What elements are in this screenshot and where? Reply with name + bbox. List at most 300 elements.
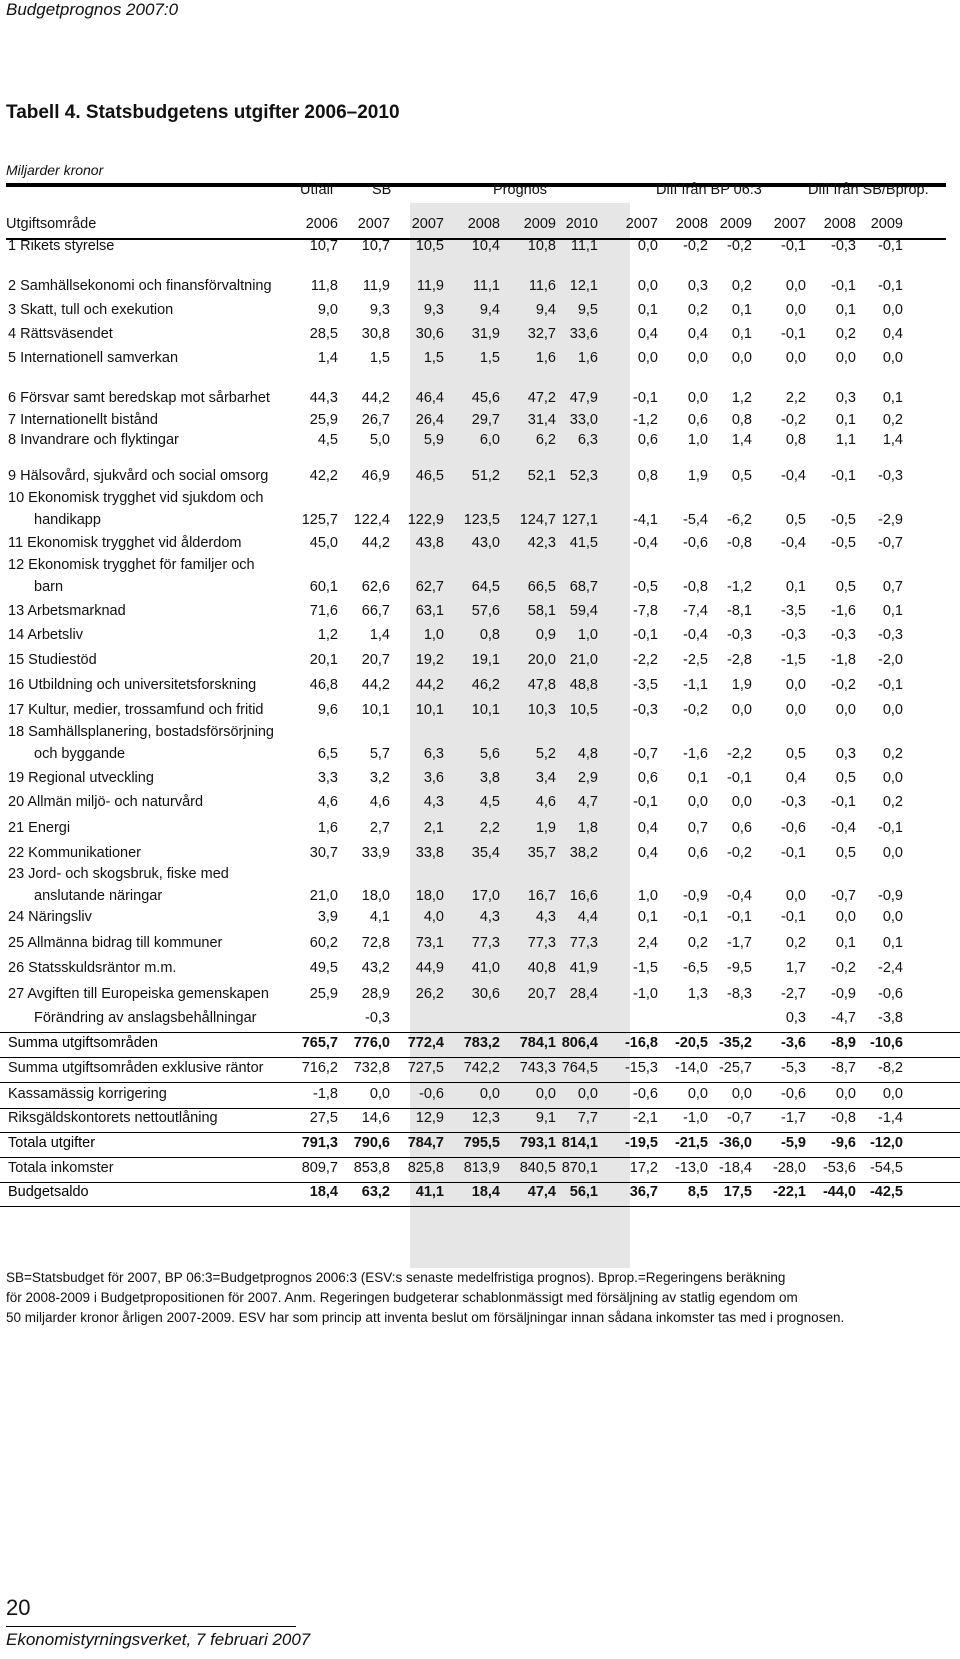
- year-header-0: 2006: [305, 216, 338, 232]
- table-cell: 17,0: [471, 888, 500, 904]
- table-cell: 0,3: [835, 390, 856, 406]
- row-label: 14 Arbetsliv: [8, 627, 83, 643]
- table-cell: 26,2: [415, 986, 444, 1002]
- table-cell: 77,3: [527, 935, 556, 951]
- table-cell: 0,3: [835, 746, 856, 762]
- table-cell: -0,2: [683, 702, 708, 718]
- table-cell: -0,3: [727, 627, 752, 643]
- table-cell: 5,6: [479, 746, 500, 762]
- table-cell: 4,6: [317, 794, 338, 810]
- table-cell: 2,7: [369, 820, 390, 836]
- table-cell: -2,7: [781, 986, 806, 1002]
- row-label: Totala inkomster: [8, 1160, 114, 1176]
- table-cell: 0,2: [882, 794, 903, 810]
- table-cell: 47,4: [527, 1184, 556, 1200]
- table-row: [0, 390, 960, 412]
- table-row: [0, 724, 960, 768]
- table-cell: 58,1: [527, 603, 556, 619]
- table-row: [0, 627, 960, 649]
- table-cell: 0,5: [835, 845, 856, 861]
- table-row: [0, 412, 960, 434]
- table-cell: 5,9: [423, 432, 444, 448]
- table-cell: 30,6: [415, 326, 444, 342]
- table-cell: 0,6: [687, 845, 708, 861]
- table-cell: 0,0: [687, 1086, 708, 1102]
- table-cell: 73,1: [415, 935, 444, 951]
- table-cell: 122,9: [407, 512, 444, 528]
- table-cell: -0,1: [727, 770, 752, 786]
- table-cell: -0,7: [727, 1110, 752, 1126]
- table-row: [0, 1086, 960, 1109]
- table-row: [0, 278, 960, 300]
- table-cell: 1,9: [687, 468, 708, 484]
- table-cell: 1,0: [577, 627, 598, 643]
- table-cell: 0,0: [479, 1086, 500, 1102]
- row-label: 15 Studiestöd: [8, 652, 97, 668]
- table-cell: 20,0: [527, 652, 556, 668]
- table-cell: 26,7: [361, 412, 390, 428]
- footer-text: Ekonomistyrningsverket, 7 februari 2007: [6, 1630, 311, 1649]
- table-row: [0, 326, 960, 348]
- page-number: 20: [6, 1595, 31, 1620]
- table-row: [0, 350, 960, 372]
- row-label-continued: barn: [34, 579, 64, 595]
- table-cell: 0,8: [731, 412, 752, 428]
- table-cell: 9,3: [369, 302, 390, 318]
- table-cell: -2,1: [633, 1110, 658, 1126]
- table-row: [0, 866, 960, 910]
- table-cell: -1,7: [781, 1110, 806, 1126]
- table-cell: 21,0: [309, 888, 338, 904]
- table-cell: 716,2: [301, 1060, 338, 1076]
- table-cell: -0,7: [878, 535, 903, 551]
- table-cell: 41,5: [569, 535, 598, 551]
- table-cell: 44,2: [361, 390, 390, 406]
- table-cell: 0,0: [785, 350, 806, 366]
- table-cell: -36,0: [718, 1135, 752, 1151]
- table-cell: 0,1: [785, 579, 806, 595]
- table-row: [0, 238, 960, 260]
- table-cell: 4,5: [479, 794, 500, 810]
- table-cell: -0,1: [831, 794, 856, 810]
- table-cell: 9,0: [317, 302, 338, 318]
- table-cell: -0,2: [831, 677, 856, 693]
- table-cell: -15,3: [624, 1060, 658, 1076]
- table-cell: 0,0: [785, 702, 806, 718]
- table-cell: 17,2: [629, 1160, 658, 1176]
- table-cell: 6,2: [535, 432, 556, 448]
- table-cell: 10,4: [471, 238, 500, 254]
- table-cell: 10,7: [309, 238, 338, 254]
- footer-rule: [6, 1626, 296, 1627]
- table-cell: 0,2: [882, 746, 903, 762]
- table-cell: 4,0: [423, 909, 444, 925]
- table-cell: 0,5: [731, 468, 752, 484]
- table-cell: 6,3: [423, 746, 444, 762]
- table-cell: 0,0: [637, 278, 658, 294]
- table-cell: 0,0: [731, 702, 752, 718]
- table-cell: -3,6: [781, 1035, 806, 1051]
- table-cell: 60,2: [309, 935, 338, 951]
- table-row: [0, 302, 960, 324]
- table-cell: 0,2: [687, 935, 708, 951]
- table-cell: -0,6: [781, 1086, 806, 1102]
- table-cell: 44,2: [361, 535, 390, 551]
- table-cell: -0,1: [633, 627, 658, 643]
- table-cell: 0,1: [835, 412, 856, 428]
- row-label: 26 Statsskuldsräntor m.m.: [8, 960, 177, 976]
- table-cell: 51,2: [471, 468, 500, 484]
- table-row: [0, 770, 960, 792]
- table-cell: -1,0: [683, 1110, 708, 1126]
- table-cell: 0,7: [882, 579, 903, 595]
- table-cell: -1,0: [633, 986, 658, 1002]
- year-header-2: 2007: [411, 216, 444, 232]
- table-cell: -8,7: [831, 1060, 856, 1076]
- table-cell: 1,7: [785, 960, 806, 976]
- table-cell: -28,0: [772, 1160, 806, 1176]
- group-header-row: [0, 182, 960, 204]
- table-cell: 56,1: [569, 1184, 598, 1200]
- table-cell: 47,9: [569, 390, 598, 406]
- table-row: [0, 1184, 960, 1207]
- table-cell: -0,7: [633, 746, 658, 762]
- table-cell: 4,7: [577, 794, 598, 810]
- year-header-4: 2009: [523, 216, 556, 232]
- table-cell: 765,7: [301, 1035, 338, 1051]
- table-row: [0, 986, 960, 1008]
- table-cell: 59,4: [569, 603, 598, 619]
- table-cell: -0,5: [831, 535, 856, 551]
- table-cell: -0,5: [633, 579, 658, 595]
- group-header-diff-bp: Diff från BP 06:3: [656, 182, 762, 198]
- table-cell: 3,3: [317, 770, 338, 786]
- table-cell: 28,5: [309, 326, 338, 342]
- table-cell: 43,0: [471, 535, 500, 551]
- table-cell: 52,1: [527, 468, 556, 484]
- table-cell: 0,1: [882, 935, 903, 951]
- table-cell: 791,3: [301, 1135, 338, 1151]
- table-cell: 19,2: [415, 652, 444, 668]
- table-cell: 783,2: [463, 1035, 500, 1051]
- table-cell: 9,3: [423, 302, 444, 318]
- table-cell: 44,2: [415, 677, 444, 693]
- table-cell: 26,4: [415, 412, 444, 428]
- table-cell: 43,2: [361, 960, 390, 976]
- table-cell: 11,1: [472, 278, 500, 294]
- group-header-sb: SB: [372, 182, 392, 198]
- table-cell: 33,9: [361, 845, 390, 861]
- table-cell: 1,9: [535, 820, 556, 836]
- table-cell: 21,0: [569, 652, 598, 668]
- table-cell: 44,9: [415, 960, 444, 976]
- table-cell: 6,5: [317, 746, 338, 762]
- table-cell: 4,6: [369, 794, 390, 810]
- table-cell: -0,5: [831, 512, 856, 528]
- table-row: [0, 845, 960, 867]
- year-header-5: 2010: [565, 216, 598, 232]
- table-cell: -0,3: [781, 794, 806, 810]
- row-label: 12 Ekonomisk trygghet för familjer och: [8, 557, 255, 573]
- table-cell: -0,1: [878, 820, 903, 836]
- table-cell: 12,9: [415, 1110, 444, 1126]
- table-cell: 727,5: [407, 1060, 444, 1076]
- table-cell: 4,3: [423, 794, 444, 810]
- table-cell: -2,9: [878, 512, 903, 528]
- table-row: [0, 1110, 960, 1133]
- table-cell: 2,9: [577, 770, 598, 786]
- table-cell: 52,3: [569, 468, 598, 484]
- row-label: 23 Jord- och skogsbruk, fiske med: [8, 866, 229, 882]
- table-cell: 0,0: [835, 350, 856, 366]
- table-row: [0, 935, 960, 957]
- table-cell: -3,8: [878, 1010, 903, 1026]
- table-cell: -0,3: [633, 702, 658, 718]
- table-cell: 0,0: [785, 278, 806, 294]
- table-cell: 45,0: [309, 535, 338, 551]
- table-cell: 4,6: [535, 794, 556, 810]
- table-cell: 124,7: [519, 512, 556, 528]
- row-label: Summa utgiftsområden exklusive räntor: [8, 1060, 264, 1076]
- table-cell: 20,7: [527, 986, 556, 1002]
- table-cell: 1,5: [369, 350, 390, 366]
- table-cell: 31,9: [471, 326, 500, 342]
- table-cell: 46,8: [309, 677, 338, 693]
- table-cell: 0,4: [637, 820, 658, 836]
- table-cell: 1,6: [535, 350, 556, 366]
- table-cell: 11,9: [416, 278, 444, 294]
- table-cell: -0,3: [365, 1010, 390, 1026]
- table-cell: 3,8: [479, 770, 500, 786]
- table-cell: -0,1: [831, 278, 856, 294]
- table-cell: 0,5: [835, 770, 856, 786]
- table-cell: 1,4: [731, 432, 752, 448]
- table-cell: -2,0: [878, 652, 903, 668]
- table-cell: -1,2: [633, 412, 658, 428]
- table-cell: 790,6: [353, 1135, 390, 1151]
- table-cell: 60,1: [309, 579, 338, 595]
- table-cell: -0,6: [878, 986, 903, 1002]
- table-cell: 29,7: [471, 412, 500, 428]
- table-cell: 10,8: [527, 238, 556, 254]
- group-header-diff-sb: Diff från SB/Bprop.: [808, 182, 929, 198]
- table-cell: 45,6: [471, 390, 500, 406]
- table-cell: 0,0: [637, 238, 658, 254]
- table-cell: 5,0: [369, 432, 390, 448]
- table-cell: -1,6: [683, 746, 708, 762]
- table-cell: 28,4: [569, 986, 598, 1002]
- year-header-7: 2008: [675, 216, 708, 232]
- table-cell: -0,1: [683, 909, 708, 925]
- table-cell: 793,1: [519, 1135, 556, 1151]
- table-row: [0, 557, 960, 601]
- table-cell: 3,2: [369, 770, 390, 786]
- table-cell: -35,2: [718, 1035, 752, 1051]
- table-cell: -1,8: [313, 1086, 338, 1102]
- table-cell: 3,6: [423, 770, 444, 786]
- table-cell: -1,8: [831, 652, 856, 668]
- table-cell: 12,1: [569, 278, 598, 294]
- table-cell: 35,4: [471, 845, 500, 861]
- table-cell: -2,2: [727, 746, 752, 762]
- table-cell: -0,4: [781, 468, 806, 484]
- table-cell: 40,8: [527, 960, 556, 976]
- table-cell: 784,1: [519, 1035, 556, 1051]
- table-cell: 4,5: [317, 432, 338, 448]
- table-cell: -21,5: [674, 1135, 708, 1151]
- table-cell: -8,2: [878, 1060, 903, 1076]
- table-cell: 32,7: [527, 326, 556, 342]
- table-cell: 49,5: [309, 960, 338, 976]
- table-cell: 77,3: [569, 935, 598, 951]
- table-row: [0, 1135, 960, 1158]
- table-cell: 4,4: [577, 909, 598, 925]
- row-label: 2 Samhällsekonomi och finansförvaltning: [8, 278, 272, 294]
- row-label: Totala utgifter: [8, 1135, 96, 1151]
- table-row: [0, 652, 960, 674]
- table-cell: -0,9: [831, 986, 856, 1002]
- table-cell: 18,0: [415, 888, 444, 904]
- row-label: 22 Kommunikationer: [8, 845, 141, 861]
- table-cell: -0,3: [831, 627, 856, 643]
- table-cell: -0,2: [831, 960, 856, 976]
- table-row: [0, 960, 960, 982]
- table-cell: 0,0: [731, 350, 752, 366]
- table-cell: 1,4: [369, 627, 390, 643]
- table-cell: 0,4: [785, 770, 806, 786]
- table-cell: 814,1: [561, 1135, 598, 1151]
- table-cell: 4,3: [535, 909, 556, 925]
- table-cell: 0,0: [785, 888, 806, 904]
- table-cell: 764,5: [561, 1060, 598, 1076]
- table-cell: -0,6: [633, 1086, 658, 1102]
- table-cell: -0,4: [633, 535, 658, 551]
- year-header-8: 2009: [719, 216, 752, 232]
- table-cell: 0,6: [731, 820, 752, 836]
- table-cell: -6,2: [727, 512, 752, 528]
- table-cell: -13,0: [674, 1160, 708, 1176]
- table-cell: 48,8: [569, 677, 598, 693]
- table-cell: 42,3: [527, 535, 556, 551]
- table-cell: 0,0: [882, 702, 903, 718]
- table-cell: 0,8: [479, 627, 500, 643]
- table-cell: -14,0: [674, 1060, 708, 1076]
- running-header: Budgetprognos 2007:0: [6, 0, 179, 19]
- table-cell: -0,1: [781, 238, 806, 254]
- table-cell: -2,5: [683, 652, 708, 668]
- table-cell: 0,2: [785, 935, 806, 951]
- table-row: [0, 909, 960, 931]
- table-cell: 743,3: [519, 1060, 556, 1076]
- table-cell: 10,3: [527, 702, 556, 718]
- footnote-line: SB=Statsbudget för 2007, BP 06:3=Budgetprognos 2006:3 (ESV:s senaste medelfristiga prognos). Bprop.=Regeringens beräkning: [6, 1270, 786, 1285]
- table-cell: 0,5: [785, 746, 806, 762]
- table-cell: -5,3: [781, 1060, 806, 1076]
- table-cell: -8,3: [727, 986, 752, 1002]
- table-cell: -5,4: [683, 512, 708, 528]
- table-cell: -4,7: [831, 1010, 856, 1026]
- table-cell: 0,0: [369, 1086, 390, 1102]
- table-cell: 825,8: [407, 1160, 444, 1176]
- table-cell: -1,5: [781, 652, 806, 668]
- table-cell: 0,4: [687, 326, 708, 342]
- table-cell: 10,1: [361, 702, 390, 718]
- table-row: [0, 1060, 960, 1083]
- table-cell: 20,1: [309, 652, 338, 668]
- table-cell: 9,4: [479, 302, 500, 318]
- row-label-continued: Förändring av anslagsbehållningar: [34, 1010, 257, 1026]
- table-cell: 14,6: [361, 1110, 390, 1126]
- group-header-utfall: Utfall: [300, 182, 334, 198]
- table-cell: 0,9: [535, 627, 556, 643]
- table-cell: -22,1: [772, 1184, 806, 1200]
- table-cell: 47,8: [527, 677, 556, 693]
- table-cell: -3,5: [633, 677, 658, 693]
- table-cell: 0,0: [882, 845, 903, 861]
- table-cell: 33,0: [569, 412, 598, 428]
- table-cell: 30,7: [309, 845, 338, 861]
- table-cell: 11,1: [570, 238, 598, 254]
- table-cell: 0,1: [731, 326, 752, 342]
- table-cell: 0,0: [882, 350, 903, 366]
- table-cell: 41,1: [415, 1184, 444, 1200]
- table-cell: 784,7: [407, 1135, 444, 1151]
- table-cell: 0,0: [835, 1086, 856, 1102]
- table-cell: 16,7: [527, 888, 556, 904]
- table-cell: 772,4: [407, 1035, 444, 1051]
- table-cell: 840,5: [519, 1160, 556, 1176]
- table-cell: -0,3: [781, 627, 806, 643]
- table-cell: 122,4: [353, 512, 390, 528]
- table-cell: 0,4: [637, 845, 658, 861]
- table-cell: 31,4: [527, 412, 556, 428]
- row-label: 20 Allmän miljö- och naturvård: [8, 794, 204, 810]
- table-cell: 0,0: [535, 1086, 556, 1102]
- table-cell: 9,6: [317, 702, 338, 718]
- table-cell: 18,4: [471, 1184, 500, 1200]
- table-cell: -1,5: [633, 960, 658, 976]
- table-cell: 9,4: [535, 302, 556, 318]
- table-cell: -19,5: [624, 1135, 658, 1151]
- table-cell: -0,3: [878, 627, 903, 643]
- table-cell: 1,6: [317, 820, 338, 836]
- table-cell: 17,5: [723, 1184, 752, 1200]
- table-cell: 38,2: [569, 845, 598, 861]
- table-cell: 0,0: [577, 1086, 598, 1102]
- table-cell: 11,8: [310, 278, 338, 294]
- table-cell: 46,2: [471, 677, 500, 693]
- row-label: 16 Utbildning och universitetsforskning: [8, 677, 257, 693]
- table-cell: -0,1: [633, 794, 658, 810]
- table-cell: 123,5: [463, 512, 500, 528]
- table-cell: 1,6: [577, 350, 598, 366]
- table-cell: 47,2: [527, 390, 556, 406]
- table-cell: 62,6: [361, 579, 390, 595]
- table-cell: 0,0: [731, 794, 752, 810]
- table-cell: -0,1: [878, 677, 903, 693]
- table-cell: -0,4: [831, 820, 856, 836]
- table-row: [0, 535, 960, 557]
- table-cell: 27,5: [309, 1110, 338, 1126]
- table-cell: 33,6: [569, 326, 598, 342]
- table-cell: 77,3: [471, 935, 500, 951]
- table-cell: 10,1: [471, 702, 500, 718]
- table-cell: 1,2: [731, 390, 752, 406]
- table-cell: 1,8: [577, 820, 598, 836]
- table-cell: -53,6: [822, 1160, 856, 1176]
- table-cell: 33,8: [415, 845, 444, 861]
- table-cell: 25,9: [309, 412, 338, 428]
